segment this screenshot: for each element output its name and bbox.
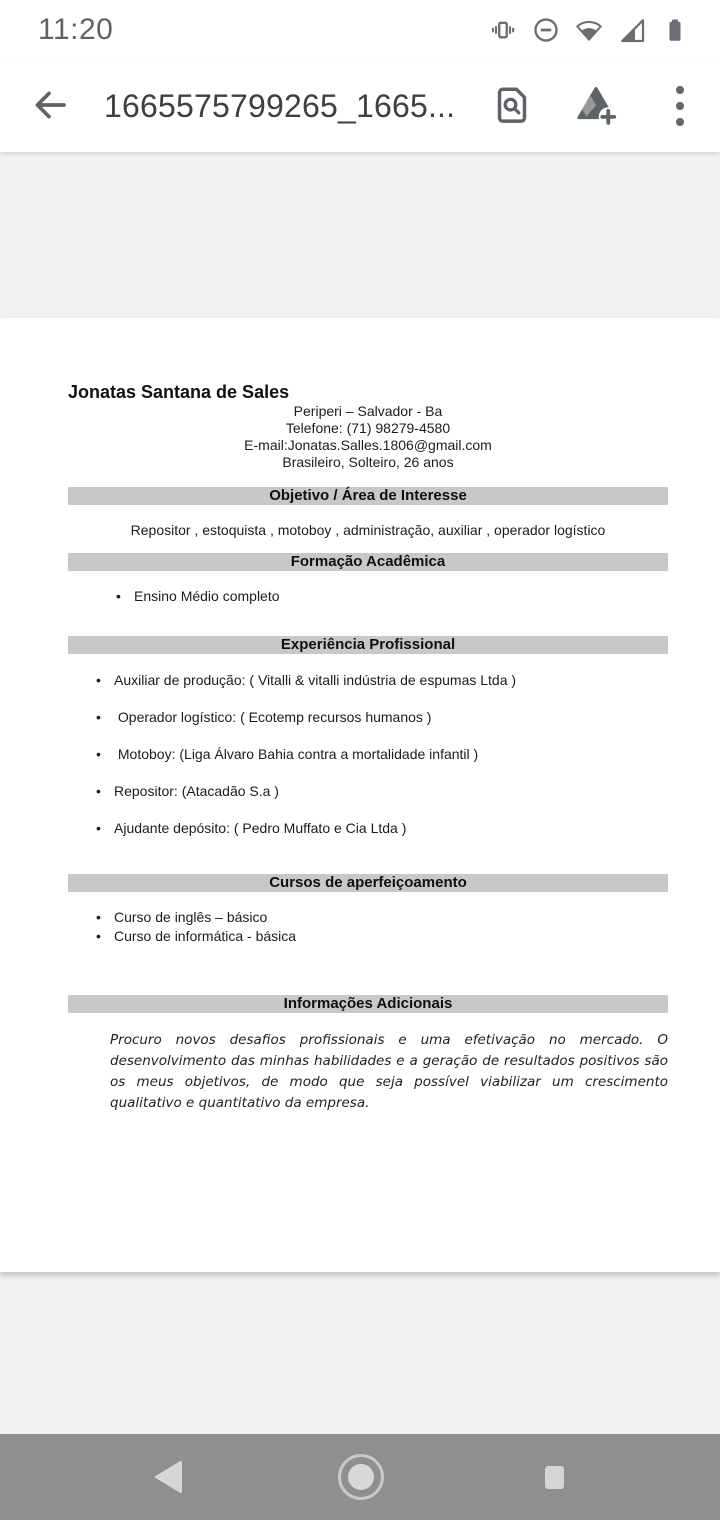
document-viewer[interactable] xyxy=(0,152,720,1434)
add-to-drive-icon xyxy=(573,82,619,131)
cursos-list xyxy=(68,908,668,946)
battery-icon xyxy=(660,15,690,45)
contact-phone: Telefone: (71) 98279-4580 xyxy=(285,420,451,436)
app-bar-actions xyxy=(484,78,720,134)
search-in-document-button[interactable] xyxy=(484,78,540,134)
vibrate-icon xyxy=(488,15,518,45)
nav-back-icon xyxy=(154,1460,182,1494)
objetivo-content: Repositor , estoquista , motoboy , administração, auxiliar , operador logístico xyxy=(130,522,606,538)
section-header-adicionais: Informações Adicionais xyxy=(68,995,668,1013)
overflow-menu-button[interactable] xyxy=(652,78,708,134)
navigation-bar xyxy=(0,1434,720,1520)
section-header-formacao: Formação Acadêmica xyxy=(68,553,668,571)
find-in-document-icon xyxy=(490,83,534,130)
formacao-list xyxy=(68,588,668,604)
nav-back-button[interactable] xyxy=(108,1434,228,1520)
contact-personal: Brasileiro, Solteiro, 26 anos xyxy=(282,454,454,470)
nav-recents-icon xyxy=(545,1466,564,1489)
list-item: • Curso de informática - básica xyxy=(96,927,668,946)
section-header-cursos: Cursos de aperfeiçoamento xyxy=(68,874,668,892)
wifi-icon xyxy=(574,15,604,45)
experiencia-list xyxy=(68,672,668,836)
back-button[interactable] xyxy=(26,82,74,130)
status-time: 11:20 xyxy=(38,13,114,46)
list-item: • Ensino Médio completo xyxy=(116,588,668,604)
cellular-signal-icon xyxy=(617,15,647,45)
status-icons xyxy=(488,15,690,45)
list-item: • Operador logístico: ( Ecotemp recursos humanos ) xyxy=(96,709,668,725)
list-item: • Motoboy: (Liga Álvaro Bahia contra a mortalidade infantil ) xyxy=(96,746,668,762)
nav-home-button[interactable] xyxy=(301,1434,421,1520)
section-header-experiencia: Experiência Profissional xyxy=(68,636,668,654)
status-bar xyxy=(0,0,720,60)
list-item: • Auxiliar de produção: ( Vitalli & vitalli indústria de espumas Ltda ) xyxy=(96,672,668,688)
document-title: 1665575799265_1665... xyxy=(104,87,456,124)
document-page xyxy=(0,318,720,1272)
do-not-disturb-icon xyxy=(531,15,561,45)
contact-email: E-mail:Jonatas.Salles.1806@gmail.com xyxy=(244,437,492,453)
list-item: • Curso de inglês – básico xyxy=(96,908,668,927)
adicionais-paragraph: Procuro novos desafios profissionais e uma efetivação no mercado. O desenvolvimento das minhas habilidades e a geração de resultados positivos são os meus objetivos, de modo que seja possível viabilizar um crescimento qualitativo e quantitativo da empresa. xyxy=(110,1032,668,1111)
back-arrow-icon xyxy=(29,84,71,129)
nav-recents-button[interactable] xyxy=(494,1434,614,1520)
add-to-drive-button[interactable] xyxy=(568,78,624,134)
app-bar xyxy=(0,60,720,152)
nav-home-icon xyxy=(338,1454,384,1500)
resume-name: Jonatas Santana de Sales xyxy=(68,382,290,402)
section-header-objetivo: Objetivo / Área de Interesse xyxy=(68,487,668,505)
overflow-menu-icon xyxy=(676,86,684,126)
list-item: • Ajudante depósito: ( Pedro Muffato e Cia Ltda ) xyxy=(96,820,668,836)
contact-info xyxy=(68,403,668,471)
list-item: • Repositor: (Atacadão S.a ) xyxy=(96,783,668,799)
contact-location: Periperi – Salvador - Ba xyxy=(293,403,443,419)
